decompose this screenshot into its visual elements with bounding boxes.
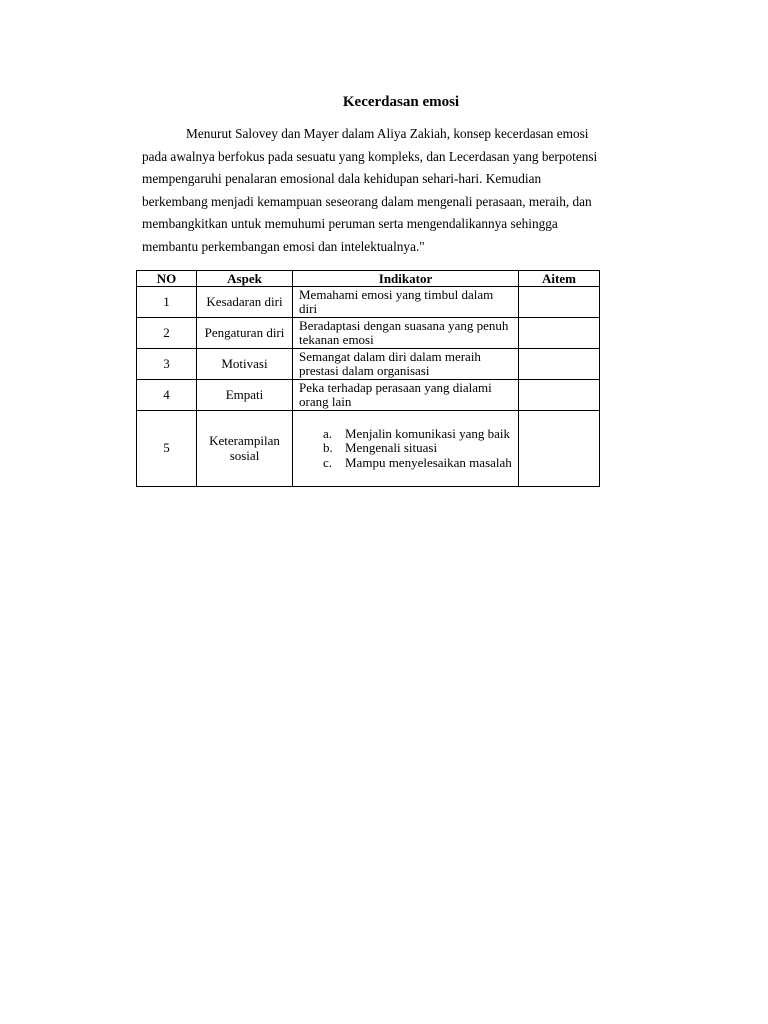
cell-indikator: Beradaptasi dengan suasana yang penuh tekanan emosi [293,318,519,349]
cell-indikator: Memahami emosi yang timbul dalam diri [293,287,519,318]
cell-aitem [519,411,600,487]
cell-indikator: Peka terhadap perasaan yang dialami orang lain [293,380,519,411]
cell-no: 5 [137,411,197,487]
list-item [323,440,512,456]
table-row [137,349,600,380]
cell-indikator [293,411,519,487]
cell-aspek: Kesadaran diri [197,287,293,318]
cell-no: 4 [137,380,197,411]
cell-aspek: Pengaturan diri [197,318,293,349]
paragraph-line: mempengaruhi penalaran emosional dala kehidupan sehari-hari. Kemudian [142,171,542,187]
paragraph-line: berkembang menjadi kemampuan seseorang dalam mengenali perasaan, meraih, dan [142,193,592,209]
table-row [137,411,600,487]
cell-no: 1 [137,287,197,318]
table-row [137,380,600,411]
cell-aitem [519,349,600,380]
indicator-table [136,270,600,487]
paragraph-line: membangkitkan untuk memuhumi peruman serta mengendalikannya sehingga [142,216,558,232]
cell-aspek: Empati [197,380,293,411]
list-item-text: Mampu menyelesaikan masalah [345,454,512,470]
list-marker: a. [323,425,333,441]
list-item-text: Mengenali situasi [345,440,438,456]
list-item [323,454,512,471]
list-marker: c. [323,454,333,470]
list-item-text: Menjalin komunikasi yang baik [345,425,511,441]
paragraph-line: Menurut Salovey dan Mayer dalam Aliya Zakiah, konsep kecerdasan emosi [186,126,589,141]
table-row [137,287,600,318]
cell-aitem [519,380,600,411]
cell-aspek: Motivasi [197,349,293,380]
cell-aitem [519,318,600,349]
page-title: Kecerdasan emosi [342,94,460,110]
header-indikator: Indikator [293,271,519,287]
paragraph-line: pada awalnya berfokus pada sesuatu yang kompleks, dan Lecerdasan yang berpotensi [142,148,598,164]
header-no: NO [137,271,197,287]
cell-no: 3 [137,349,197,380]
indikator-list [299,427,512,471]
paragraph-line: membantu perkembangan emosi dan intelektualnya." [142,238,425,254]
list-item [323,425,512,442]
header-aspek: Aspek [197,271,293,287]
table-row [137,318,600,349]
cell-indikator: Semangat dalam diri dalam meraih prestasi dalam organisasi [293,349,519,380]
cell-aitem [519,287,600,318]
header-aitem: Aitem [519,271,600,287]
list-marker: b. [323,440,333,456]
cell-no: 2 [137,318,197,349]
table-header-row [137,271,600,287]
body-paragraph [142,123,672,259]
cell-aspek: Keterampilan sosial [197,411,293,487]
